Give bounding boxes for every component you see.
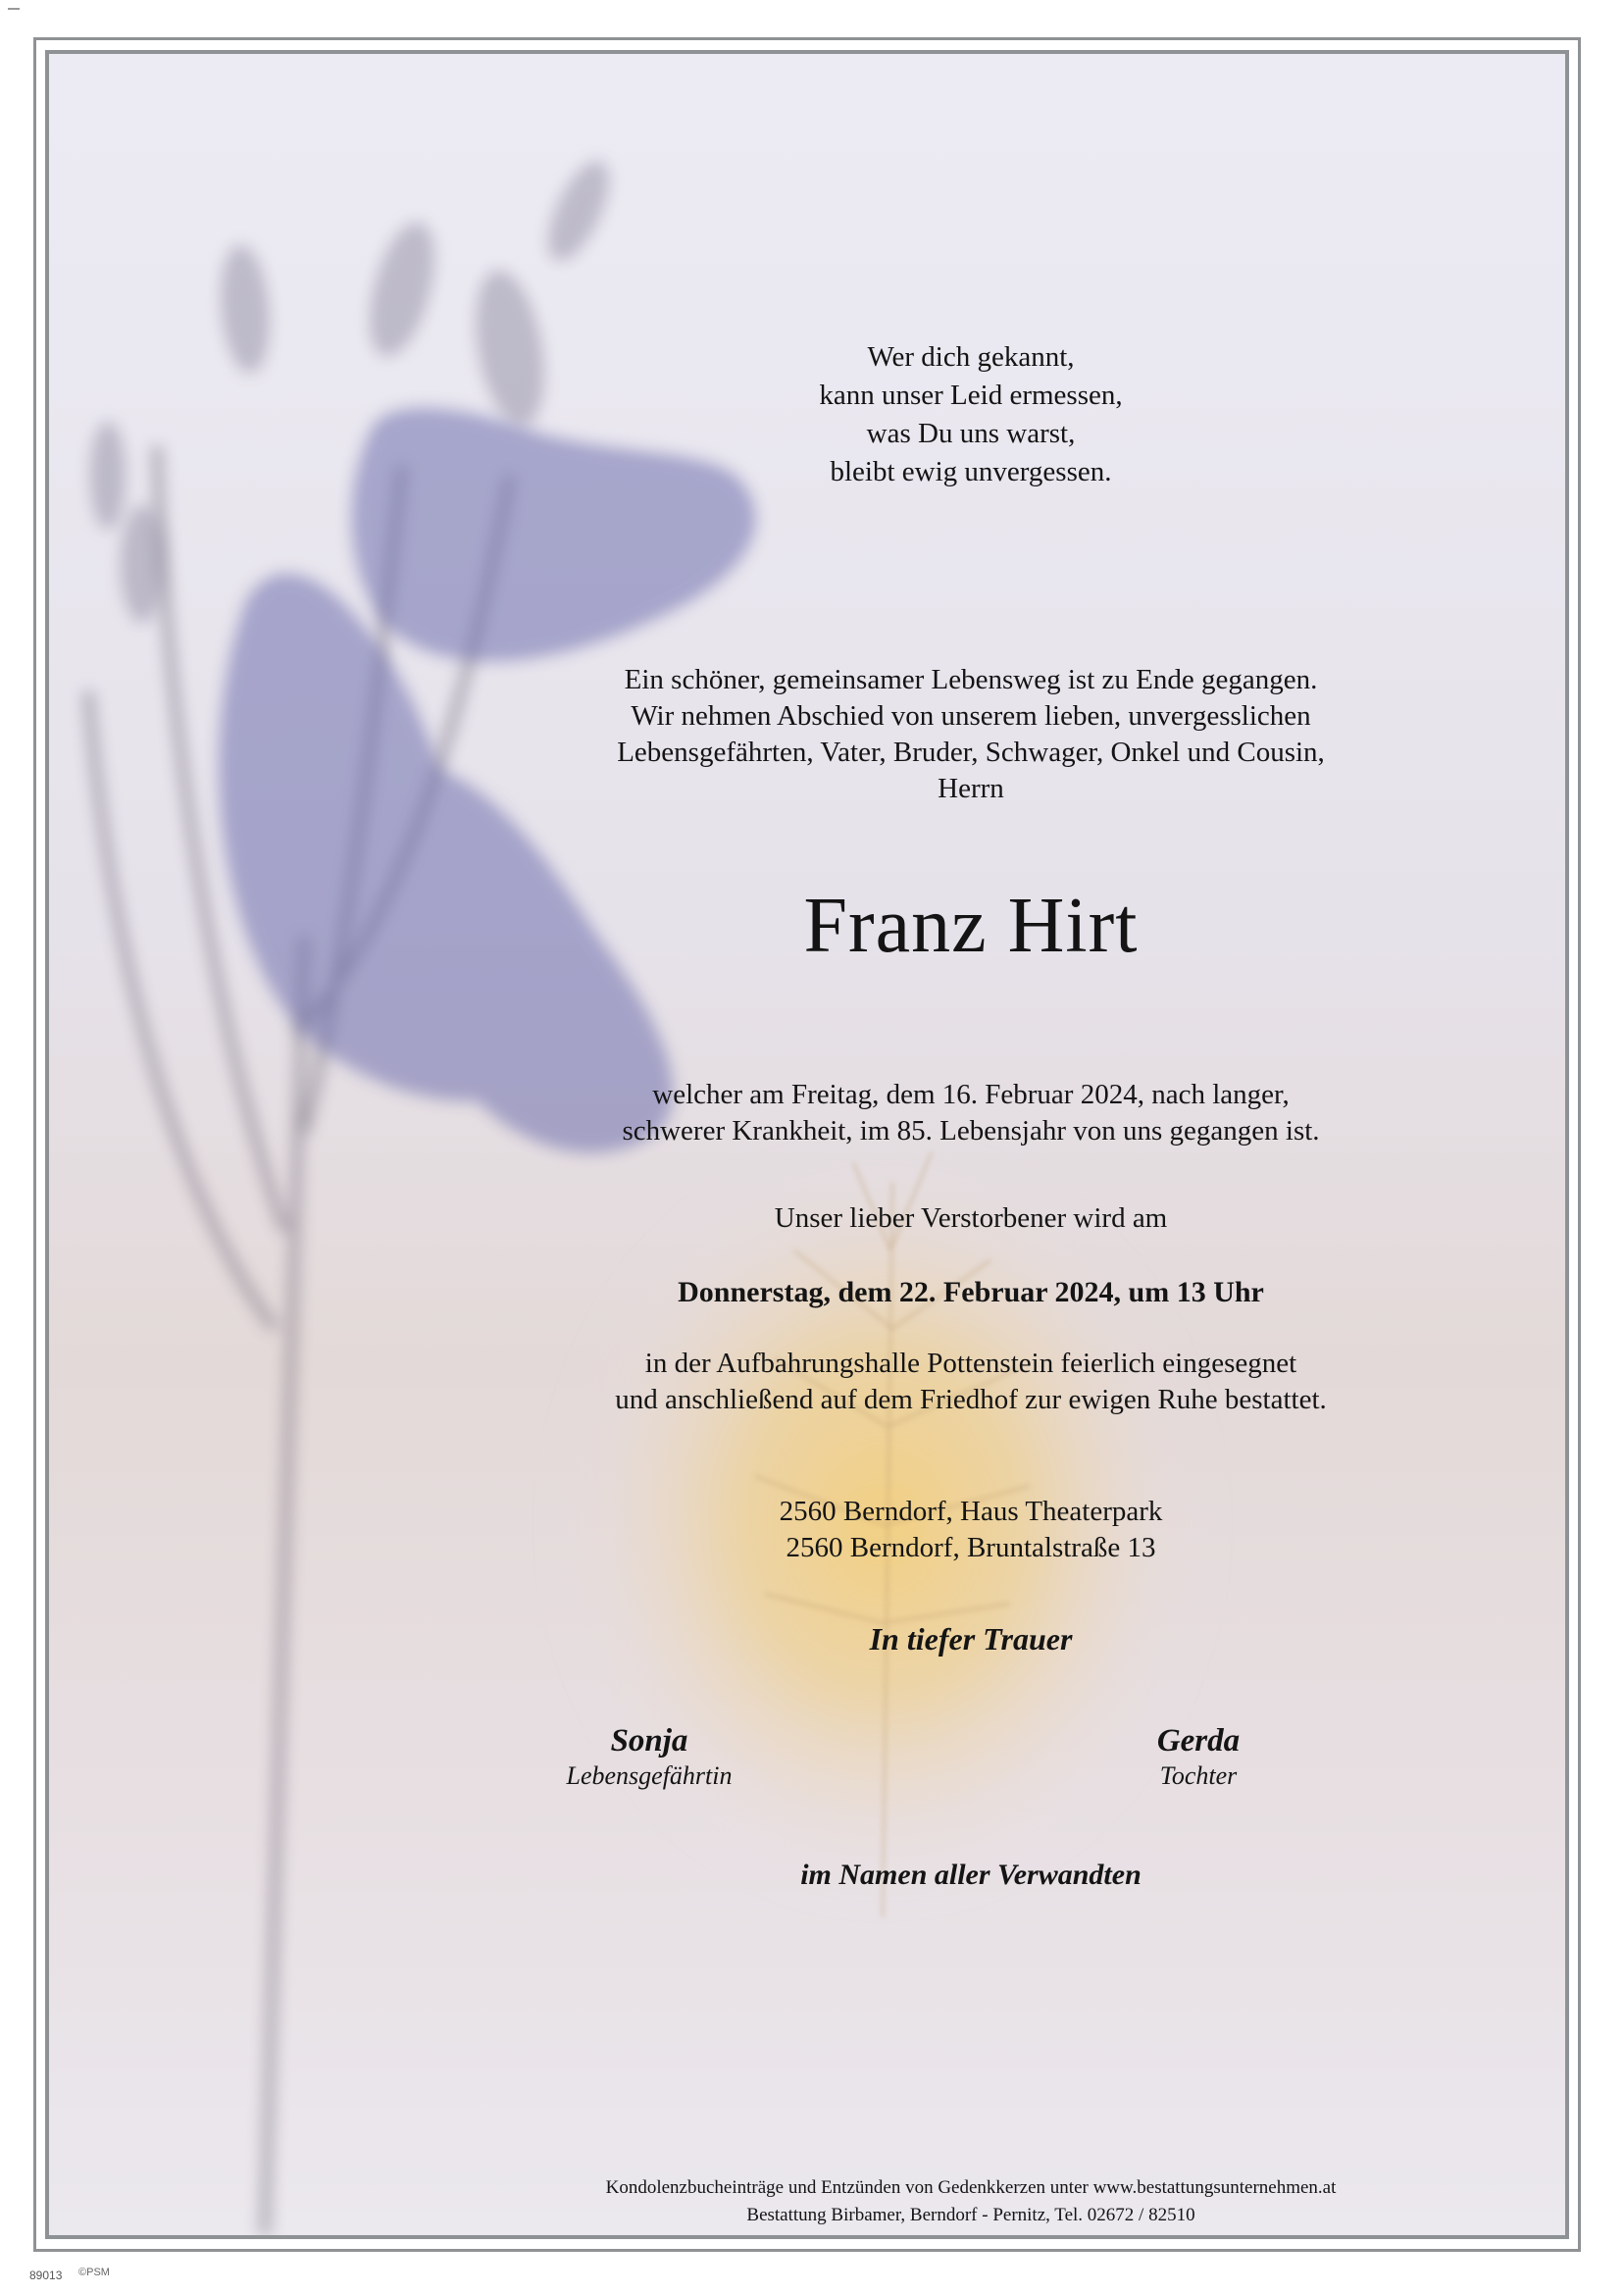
poem-line: bleibt ewig unvergessen. (830, 456, 1112, 487)
signer-name: Gerda (1156, 1723, 1241, 1759)
intro-line: Lebensgefährten, Vater, Bruder, Schwager, Onkel und Cousin, (617, 737, 1325, 768)
addresses (471, 1494, 1471, 1566)
poem (471, 338, 1471, 491)
poem-line: kann unser Leid ermessen, (819, 380, 1123, 411)
footer-line-1: Kondolenzbucheinträge und Entzünden von Gedenkkerzen unter www.bestattungsunternehmen.at (605, 2177, 1337, 2198)
intro-text (471, 662, 1471, 807)
funeral-line: in der Aufbahrungshalle Pottenstein feierlich eingesegnet (644, 1348, 1297, 1379)
mourning-closing: im Namen aller Verwandten (800, 1859, 1142, 1891)
poem-line: Wer dich gekannt, (867, 341, 1075, 373)
signer-sonja (502, 1721, 796, 1792)
scan-corner-mark (8, 8, 20, 10)
signer-role: Lebensgefährtin (566, 1761, 733, 1790)
signer-name: Sonja (610, 1723, 688, 1759)
funeral-date: Donnerstag, dem 22. Februar 2024, um 13 Uhr (678, 1276, 1264, 1308)
funeral-details (471, 1346, 1471, 1418)
mourning-heading: In tiefer Trauer (869, 1621, 1073, 1657)
card-content (49, 54, 1565, 2235)
footer-line-2: Bestattung Birbamer, Berndorf - Pernitz, Tel. 02672 / 82510 (746, 2205, 1195, 2225)
poem-line: was Du uns warst, (866, 418, 1076, 449)
death-notice (471, 1077, 1471, 1149)
signer-role: Tochter (1159, 1761, 1238, 1790)
death-line: schwerer Krankheit, im 85. Lebensjahr von uns gegangen ist. (622, 1115, 1320, 1147)
footer (471, 2174, 1471, 2229)
print-code: 89013 (29, 2269, 63, 2282)
printer-logo: ©PSM (78, 2267, 110, 2278)
intro-line: Wir nehmen Abschied von unserem lieben, unvergesslichen (631, 700, 1311, 732)
signer-gerda (1051, 1721, 1345, 1792)
card-background (45, 50, 1569, 2239)
death-line: welcher am Freitag, dem 16. Februar 2024, nach langer, (652, 1079, 1290, 1110)
intro-line: Herrn (938, 773, 1004, 804)
funeral-line: und anschließend auf dem Friedhof zur ewigen Ruhe bestattet. (615, 1384, 1327, 1415)
address-line: 2560 Berndorf, Haus Theaterpark (779, 1496, 1163, 1527)
deceased-name: Franz Hirt (803, 883, 1139, 969)
address-line: 2560 Berndorf, Bruntalstraße 13 (786, 1532, 1156, 1563)
intro-line: Ein schöner, gemeinsamer Lebensweg ist zu Ende gegangen. (624, 664, 1318, 695)
funeral-announce: Unser lieber Verstorbener wird am (774, 1202, 1168, 1234)
